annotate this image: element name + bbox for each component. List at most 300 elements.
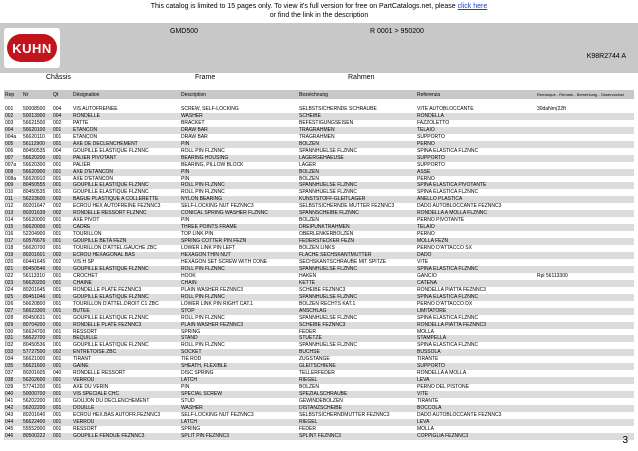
cell-bezeichnung: SPANNHUELSE FLZNNC <box>298 294 416 301</box>
col-bezeichnung: Bezeichnung <box>298 90 416 99</box>
cell-referenza: SPINA ELASTICA PIVOTANTE <box>416 182 536 189</box>
cell-rep: 031 <box>4 335 22 342</box>
table-row <box>4 203 634 210</box>
cell-bezeichnung: DISTANZSCHEIBE <box>298 405 416 412</box>
cell-referenza: VITE AUTOBLOCCANTE <box>417 106 474 112</box>
cell-rep: 026 <box>5 300 14 307</box>
cell-rep: 018 <box>5 245 14 252</box>
cell-nr: 56113310 <box>23 272 45 279</box>
cell-description: ROLL PIN FLZNNC <box>180 182 298 189</box>
cell-qt: 002 <box>52 196 72 203</box>
table-row <box>4 349 634 356</box>
cell-rep: 015 <box>4 224 22 231</box>
cell-bezeichnung: SELBSTSICHERNDMUTTER FEZNNC3 <box>299 411 390 418</box>
table-body <box>4 99 634 440</box>
section-rahmen: Rahmen <box>348 74 375 81</box>
cell-bezeichnung: GLEITSCHIENE <box>298 363 416 370</box>
cell-designation: AXE DE DECLENCHEMENT <box>72 141 180 148</box>
cell-description: LATCH <box>180 377 298 384</box>
cell-designation: VIS SPECIALE CHC <box>72 391 180 398</box>
cell-referenza: SPINA ELASTICA FLZNNC <box>417 314 479 321</box>
cell-nr: 52204900 <box>23 231 46 238</box>
cell-description: PLAIN WASHER FEZNNC3 <box>181 286 244 293</box>
cell-referenza: GANCIO <box>417 272 437 279</box>
cell-rep: 038 <box>4 377 22 384</box>
cell-referenza: ASSE <box>416 169 536 176</box>
cell-description: HOOK <box>181 272 196 279</box>
cell-description: LOWER LINK PIN RIGHT CAT.1 <box>181 300 254 307</box>
table-row <box>4 210 634 217</box>
cell-bezeichnung: BOLZEN LINKS <box>299 245 335 252</box>
cell-description: SPRING <box>181 328 201 335</box>
logo-text: KUHN <box>12 40 52 56</box>
cell-description: PIN <box>181 175 190 182</box>
cell-bezeichnung: HAKEN <box>299 272 317 279</box>
cell-description: ROLL PIN FLZNNC <box>180 294 298 301</box>
table-row <box>4 426 634 433</box>
cell-referenza: LIMITATORE <box>416 308 536 315</box>
cell-qt: 004 <box>53 106 62 112</box>
cell-remark <box>536 419 634 426</box>
cell-rep: 004a <box>5 133 17 140</box>
cell-rep: 027 <box>4 308 22 315</box>
cell-remark <box>536 231 634 238</box>
cell-bezeichnung: OBERLENKERBOLZEN <box>299 231 354 238</box>
kuhn-logo <box>4 28 60 68</box>
cell-designation: BAGUE PLASTIQUE A COLLERETTE <box>72 196 180 203</box>
cell-designation: GAINE <box>72 363 180 370</box>
table-row <box>4 127 634 134</box>
cell-rep: 020 <box>5 258 14 265</box>
cell-qt: 001 <box>52 155 72 162</box>
cell-bezeichnung: BOLZEN RECHTS KAT.1 <box>299 300 356 307</box>
table-row <box>4 412 634 419</box>
table-row <box>4 106 634 113</box>
table-row <box>4 391 634 398</box>
cell-nr: 56202200 <box>23 398 46 405</box>
cell-designation: GOUPILLE ELASTIQUE FLZNNC <box>73 189 149 196</box>
table-row <box>4 384 634 391</box>
cell-nr: 56620700 <box>23 245 46 252</box>
cell-bezeichnung: BEFESTIGUNGSEISEN <box>299 119 354 126</box>
cell-designation: ECROU HEX.BAS AUTOFR.FEZNNC3 <box>73 411 161 418</box>
cell-referenza: BUSSOLA <box>416 349 536 356</box>
cell-designation: ECROU HEX AUTOFREINE FEZNNC3 <box>73 203 161 210</box>
table-row <box>4 252 634 259</box>
cell-designation: VERROU <box>72 419 180 426</box>
cell-remark <box>536 148 634 155</box>
header-bar <box>0 23 638 73</box>
cell-description: STAND <box>180 335 298 342</box>
cell-bezeichnung: SCHEIBE FEZNNC3 <box>298 322 416 329</box>
cell-rep: 025 <box>4 294 22 301</box>
cell-qt: 001 <box>52 280 72 287</box>
cell-description: DISC SPRING <box>181 370 214 377</box>
cell-nr: 80201645 <box>23 286 46 293</box>
table-row <box>4 335 634 342</box>
cell-description: DRAW BAR <box>180 127 298 134</box>
cell-referenza: SPINA ELASTICA FLZNNC <box>417 147 479 154</box>
cell-referenza: TELAIO <box>416 224 536 231</box>
cell-description: THREE POINTS FRAME <box>180 224 298 231</box>
cell-description: SPRING COTTER PIN FEZN <box>180 238 298 245</box>
cell-referenza: DADO <box>416 252 536 259</box>
cell-remark <box>536 301 634 308</box>
cell-designation: AXE PIVOT <box>73 217 100 224</box>
cell-remark <box>536 182 634 189</box>
cell-description: PIN <box>180 141 298 148</box>
cell-bezeichnung: TRAGRAHMEN <box>298 127 416 134</box>
cell-bezeichnung: BUCHSE <box>298 349 416 356</box>
cell-qt: 001 <box>53 314 62 321</box>
cell-bezeichnung: SCHEIBE <box>298 113 416 120</box>
cell-qt: 001 <box>52 377 72 384</box>
cell-remark <box>536 377 634 384</box>
cell-referenza: PERNO <box>416 141 536 148</box>
cell-nr: 56620110 <box>23 133 45 140</box>
cell-nr: 80201640 <box>23 411 46 418</box>
cell-rep: 016 <box>5 231 14 238</box>
cell-description: SPECIAL SCREW <box>180 391 298 398</box>
cell-rep: 004 <box>4 127 22 134</box>
cell-designation: PALIER PIVOTANT <box>72 155 180 162</box>
cell-bezeichnung: RIEGEL <box>298 377 416 384</box>
cell-description: SCREW, SELF-LOCKING <box>181 106 239 112</box>
cell-referenza: PERNO <box>417 231 435 238</box>
cell-qt: 001 <box>53 411 62 418</box>
cell-designation: GOUPILLE ELASTIQUE FLZNNC <box>72 266 180 273</box>
catalog-limit-notice <box>0 2 638 20</box>
cell-designation: AXE DU VERIN <box>73 384 109 391</box>
cell-description: TIE ROD <box>181 356 202 363</box>
cell-qt: 001 <box>53 245 62 252</box>
cell-bezeichnung: SELBSTSICHERNDE MUTTER FEZNNC3 <box>299 203 395 210</box>
cell-bezeichnung: KUNSTSTOFF-GLEITLAGER <box>298 196 416 203</box>
cell-qt: 002 <box>52 210 72 217</box>
cell-qt: 002 <box>52 252 72 259</box>
cell-designation: GOUPILLE BETA FEZN <box>72 238 180 245</box>
cell-referenza: DADO AUTOBLOCCANTE FEZNNC3 <box>417 411 502 418</box>
cell-designation: CROCHET <box>73 272 98 279</box>
cell-nr: 56620900 <box>22 169 52 176</box>
cell-referenza: SPINA ELASTICA FLZNNC <box>417 342 479 349</box>
cell-designation: GOUPILLE ELASTIQUE FLZNNC <box>72 182 180 189</box>
cell-nr: 56620100 <box>22 127 52 134</box>
cell-designation: GOUPILLE ELASTIQUE FLZNNC <box>73 342 149 349</box>
spacer-row <box>4 99 634 106</box>
cell-remark <box>536 217 634 224</box>
cell-qt: 001 <box>53 217 62 224</box>
cell-description: BEARING, PILLOW BLOCK <box>181 161 244 168</box>
cell-designation: RONDELLE PLATE FEZNNC3 <box>72 322 180 329</box>
cell-designation: GOUJON DU DECLENCHEMENT <box>73 398 150 405</box>
cell-rep: 040 <box>4 391 22 398</box>
cell-rep: 039 <box>5 384 14 391</box>
cell-rep: 003 <box>5 119 14 126</box>
cell-bezeichnung: SPANNSCHEIBE FLZNNC <box>298 210 416 217</box>
cell-designation: GOUPILLE FENDUE FEZNNC3 <box>72 433 180 440</box>
cell-bezeichnung: FLACHE SECHSKANTMUTTER <box>298 252 416 259</box>
cell-designation: TOURILLON <box>73 231 102 238</box>
cell-bezeichnung: SELBSTSICHERNDE SCHRAUBE <box>299 106 377 112</box>
table-row <box>4 419 634 426</box>
cell-designation: PALIER <box>73 161 91 168</box>
cell-referenza: RONDELLA A MOLLA <box>417 370 467 377</box>
cell-designation: ETANCON <box>73 133 98 140</box>
logo-badge <box>7 34 57 62</box>
cell-qt: 001 <box>52 419 72 426</box>
cell-nr: 56223600 <box>22 196 52 203</box>
cell-bezeichnung: FEDERSTECKER FEZN <box>298 238 416 245</box>
cell-description: SPLIT PIN FEZNNC3 <box>180 433 298 440</box>
cell-qt: 001 <box>53 384 62 391</box>
cell-rep: 045 <box>5 425 14 432</box>
cell-nr: 80450555 <box>22 182 52 189</box>
cell-nr: 80704200 <box>22 322 52 329</box>
cell-nr: 60576676 <box>22 238 52 245</box>
cell-qt: 001 <box>52 335 72 342</box>
table-row <box>4 433 634 440</box>
cell-description: SHEATH, FLEXIBLE <box>180 363 298 370</box>
cell-qt: 002 <box>53 119 62 126</box>
cell-bezeichnung: BOLZEN <box>298 169 416 176</box>
cell-bezeichnung: SPANNHUELSE FLZNNC <box>299 189 357 196</box>
cell-qt: 002 <box>53 258 62 265</box>
cell-remark <box>536 280 634 287</box>
cell-remark <box>536 349 634 356</box>
cell-designation: VERROU <box>72 377 180 384</box>
cell-qt: 001 <box>52 182 72 189</box>
cell-referenza: DADO AUTOBLOCCANTE FEZNNC3 <box>417 203 502 210</box>
cell-rep: 002 <box>4 113 22 120</box>
cell-nr: 56620000 <box>23 217 46 224</box>
cell-qt: 001 <box>52 405 72 412</box>
cell-description: LATCH <box>180 419 298 426</box>
cell-bezeichnung: SPANNHUELSE FLZNNC <box>299 314 357 321</box>
table-row <box>4 231 634 238</box>
cell-rep: 010 <box>5 189 14 196</box>
cell-description: WASHER <box>180 113 298 120</box>
cell-qt: 001 <box>52 294 72 301</box>
cell-designation: AXE D'ETANCON <box>72 169 180 176</box>
cell-rep: 028 <box>5 314 14 321</box>
table-row <box>4 329 634 336</box>
cell-description: ROLL PIN FLZNNC <box>181 314 225 321</box>
cell-qt: 004 <box>53 147 62 154</box>
cell-remark <box>536 384 634 391</box>
cell-rep: 032 <box>5 342 14 349</box>
cell-qt: 002 <box>53 203 62 210</box>
cell-remark <box>536 426 634 433</box>
cell-referenza: COPPIGLIA FEZNNC3 <box>416 433 536 440</box>
cell-designation: GOUPILLE ELASTIQUE FLZNNC <box>72 294 180 301</box>
cell-qt: 001 <box>53 300 62 307</box>
cell-remark <box>536 405 634 412</box>
col-remarks: Remarque - Remark - Bemerkung - Osservazioni <box>536 90 634 99</box>
cell-qt: 001 <box>52 433 72 440</box>
cell-qt: 001 <box>52 322 72 329</box>
cell-nr: 50000700 <box>22 391 52 398</box>
table-row <box>4 217 634 224</box>
cell-rep: 041 <box>5 398 14 405</box>
cell-referenza: FAZZOLETTO <box>417 119 450 126</box>
cell-remark <box>536 210 634 217</box>
cell-bezeichnung: ANSCHLAG <box>298 308 416 315</box>
table-row <box>4 134 634 141</box>
cell-remark <box>536 162 634 169</box>
notice-text-1: This catalog is limited to 15 pages only. To view it's full version for free on PartCatalogs.net, please <box>150 3 456 10</box>
cell-referenza: CATENA <box>416 280 536 287</box>
cell-rep: 014 <box>5 217 14 224</box>
col-qt: Qt <box>52 90 72 99</box>
cell-remark <box>536 238 634 245</box>
cell-designation: RONDELLE <box>72 113 180 120</box>
cell-designation: CADRE <box>72 224 180 231</box>
part-number: K98R2744 A <box>586 53 626 60</box>
cell-bezeichnung: LAGER <box>299 161 316 168</box>
model-name: GMD500 <box>170 28 199 35</box>
table-row <box>4 322 634 329</box>
table-row <box>4 273 634 280</box>
cell-bezeichnung: SPEZIALSCHRAUBE <box>298 391 416 398</box>
cell-nr: 56622400 <box>22 419 52 426</box>
cell-bezeichnung: FEDER <box>299 328 316 335</box>
table-row <box>4 294 634 301</box>
cell-remark <box>536 189 634 196</box>
cell-rep: 024 <box>5 286 14 293</box>
cell-bezeichnung: GEWINDEBOLZEN <box>299 398 343 405</box>
cell-bezeichnung: SCHEIBE FEZNNC3 <box>299 286 346 293</box>
cell-description: PIN <box>181 217 190 224</box>
cell-referenza: PERNO PIVOTANTE <box>417 217 465 224</box>
cell-nr: 56622700 <box>22 335 52 342</box>
cell-qt: 001 <box>53 425 62 432</box>
cell-nr: 60441645 <box>23 258 46 265</box>
col-description: Description <box>180 90 298 99</box>
cell-rep: 042 <box>4 405 22 412</box>
cell-nr: 56621500 <box>23 119 46 126</box>
table-row <box>4 169 634 176</box>
cell-rep: 023 <box>4 280 22 287</box>
cell-referenza: LEVA <box>416 377 536 384</box>
cell-referenza: MOLLA FEZN <box>416 238 536 245</box>
cell-nr: 56620000 <box>22 224 52 231</box>
table-row <box>4 398 634 405</box>
cell-designation: RONDELLE RESSORT <box>73 370 126 377</box>
cell-remark <box>536 329 634 336</box>
cell-description: NYLON BEARING <box>180 196 298 203</box>
cell-designation: TOURILLON D'ATTEL.DROIT C1 ZBC <box>73 300 159 307</box>
table-row <box>4 356 634 363</box>
cell-qt: 001 <box>53 328 62 335</box>
table-row <box>4 196 634 203</box>
table-row <box>4 141 634 148</box>
cell-qt: 001 <box>52 308 72 315</box>
cell-rep: 021 <box>4 266 22 273</box>
cell-description: HEXAGON THIN NUT <box>180 252 298 259</box>
cell-bezeichnung: RIEGEL <box>298 419 416 426</box>
cell-designation: DOUILLE <box>72 405 180 412</box>
cell-qt: 001 <box>52 238 72 245</box>
table-row <box>4 120 634 127</box>
cell-qt: 001 <box>53 175 62 182</box>
cell-bezeichnung: TRAGRAHMEN <box>299 133 335 140</box>
table-row <box>4 113 634 120</box>
cell-description: TOP LINK PIN <box>181 231 214 238</box>
cell-nr: 56202600 <box>22 377 52 384</box>
cell-referenza: TIRANTE <box>417 398 439 405</box>
cell-qt: 001 <box>53 133 62 140</box>
cell-remark <box>536 176 634 183</box>
cell-description: STUD <box>181 398 195 405</box>
cell-nr: 56620300 <box>23 161 46 168</box>
cell-referenza: SPINA ELASTICA FLZNNC <box>416 294 536 301</box>
cell-description: SPRING <box>181 425 201 432</box>
cell-designation: RONDELLE PLATE FEZNNC3 <box>73 286 142 293</box>
cell-qt: 001 <box>53 286 62 293</box>
cell-nr: 80450546 <box>22 266 52 273</box>
cell-referenza: MOLLA <box>417 328 434 335</box>
cell-referenza: SUPPORTO <box>417 133 445 140</box>
cell-rep: 043 <box>5 411 14 418</box>
cell-nr: 80451046 <box>22 294 52 301</box>
table-row <box>4 162 634 169</box>
table-row <box>4 301 634 308</box>
cell-rep: 008a <box>5 175 17 182</box>
cell-referenza: SUPPORTO <box>417 161 445 168</box>
cell-designation: ENTRETOISE ZBC <box>72 349 180 356</box>
cell-bezeichnung: BOLZEN <box>299 175 320 182</box>
table-row <box>4 224 634 231</box>
cell-bezeichnung: SECHSKANTSCHRAUBE MIT SPITZE <box>299 258 387 265</box>
table-row <box>4 308 634 315</box>
table-row <box>4 266 634 273</box>
cell-nr: 56620910 <box>23 175 46 182</box>
cell-description: CHAIN <box>180 280 298 287</box>
cell-nr: 56623300 <box>22 308 52 315</box>
cell-description: PLAIN WASHER FEZNNC3 <box>180 322 298 329</box>
section-titles <box>0 71 638 85</box>
cell-referenza: STAMPELLA <box>416 335 536 342</box>
section-chassis: Châssis <box>46 74 71 81</box>
cell-bezeichnung: KETTE <box>298 280 416 287</box>
table-row <box>4 176 634 183</box>
cell-description: SELF-LOCKING NUT FEZNNC3 <box>181 203 254 210</box>
cell-referenza: SUPPORTO <box>416 363 536 370</box>
table-row <box>4 182 634 189</box>
cell-description: ROLL PIN FLZNNC <box>181 342 225 349</box>
cell-remark <box>536 196 634 203</box>
cell-qt: 001 <box>53 161 62 168</box>
cell-referenza: RONDELLA PIATTA FEZNNC3 <box>417 286 486 293</box>
cell-nr: 56620800 <box>23 300 46 307</box>
cell-qt: 001 <box>52 169 72 176</box>
cell-qt: 001 <box>53 231 62 238</box>
cell-nr: 80201601 <box>22 252 52 259</box>
cell-bezeichnung: TELLERFEDER <box>299 370 335 377</box>
cell-nr: 56624700 <box>23 328 46 335</box>
cell-bezeichnung: SPANNHUELSE FLZNNC <box>298 266 416 273</box>
click-here-link[interactable]: click here <box>457 3 488 10</box>
cell-referenza: BOCCOLA <box>416 405 536 412</box>
cell-remark <box>536 370 634 377</box>
cell-nr: 56202200 <box>22 405 52 412</box>
cell-remark: Rpl 56113300 <box>537 272 568 279</box>
cell-qt: 001 <box>52 127 72 134</box>
table-row <box>4 148 634 155</box>
cell-remark <box>536 259 634 266</box>
cell-description: PIN <box>180 169 298 176</box>
